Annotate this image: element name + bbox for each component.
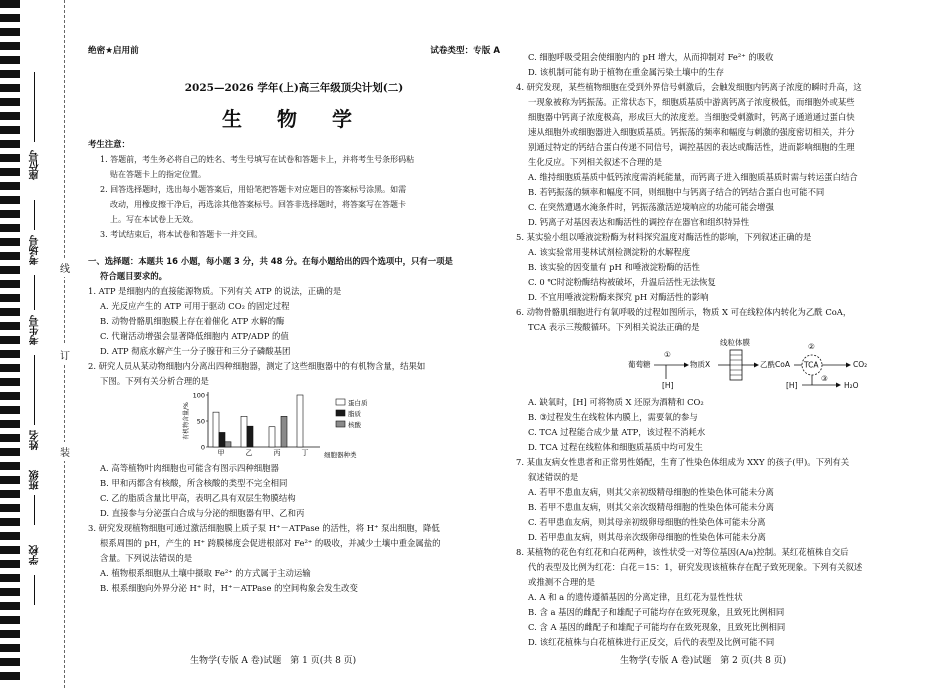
binding-stripe: [0, 448, 20, 456]
option-a: A. 维持细胞质基质中低钙浓度需消耗能量，而钙离子进入细胞质基质时需与转运蛋白结合: [528, 172, 858, 182]
cut-mark-pack: 装: [60, 442, 70, 461]
question-stem: 2. 研究人员从某动物细胞内分离出四种细胞器，测定了这些细胞器中的有机物含量，结果如: [88, 361, 426, 371]
binding-stripe: [0, 280, 20, 288]
question-stem: 生化反应。下列相关叙述不合理的是: [528, 157, 662, 167]
bar-nucleic: [225, 442, 231, 447]
question-stem: 5. 某实验小组以唾液淀粉酶为材料探究温度对酶活性的影响，下列叙述正确的是: [516, 232, 812, 242]
exam-no-line: [34, 275, 35, 310]
question-stem: 细胞器中钙离子浓度极高，形成巨大的浓度差。当细胞受刺激时，钙离子通道通过蛋白快: [528, 112, 855, 122]
binding-stripe: [0, 140, 20, 148]
option-c: C. 若甲患血友病，则其母亲初级卵母细胞的性染色体可能未分离: [528, 517, 766, 527]
option-d: D. 直接参与分泌蛋白合成与分泌的细胞器有甲、乙和丙: [100, 508, 305, 518]
mito-label: 线粒体膜: [720, 338, 750, 347]
option-b: B. 该实验的因变量有 pH 和唾液淀粉酶的活性: [528, 262, 700, 272]
paper-type-label: 试卷类型：专版 A: [430, 46, 500, 56]
option-b: B. 甲和丙都含有核酸，所含核酸的类型不完全相同: [100, 478, 288, 488]
legend-swatch: [336, 410, 345, 416]
binding-stripe: [0, 126, 20, 134]
y-tick-label: 50: [196, 417, 205, 426]
question-stem: TCA 表示三羧酸循环。下列相关说法正确的是: [528, 322, 700, 332]
binding-stripe: [0, 406, 20, 414]
organelle-chart-svg: [178, 389, 408, 461]
option-b: B. ③过程发生在线粒体内膜上，需要氧的参与: [528, 412, 698, 422]
bar-protein: [213, 412, 219, 447]
question-stem: 速从细胞外或细胞器进入细胞质基质。钙振荡的频率和幅度与刺激的强度密切相关，并分: [528, 127, 855, 137]
option-d: D. 钙离子对基因表达和酶活性的调控存在器官和组织特异性: [528, 217, 750, 227]
exam-room-line: [34, 200, 35, 230]
option-b: B. 若甲不患血友病，则其父亲次级精母细胞的性染色体可能未分离: [528, 502, 774, 512]
notice-line: 2. 回答选择题时，选出每小题答案后，用铅笔把答题卡对应题目的答案标号涂黑。如需: [100, 185, 407, 194]
option-a: A. 光反应产生的 ATP 可用于驱动 CO₂ 的固定过程: [100, 301, 290, 311]
binding-stripe: [0, 28, 20, 36]
option-a: A. 若甲不患血友病，则其父亲初级精母细胞的性染色体可能未分离: [528, 487, 774, 497]
school-line: [34, 575, 35, 605]
question-8: [516, 545, 926, 650]
option-c: C. 乙的脂质含量比甲高，表明乙具有双层生物膜结构: [100, 493, 296, 503]
acetyl-label: 乙酰CoA: [760, 360, 790, 369]
binding-stripe: [0, 588, 20, 596]
binding-stripe: [0, 70, 20, 78]
question-4: [516, 80, 926, 230]
question-stem: 别通过特定的钙结合蛋白传递不同信号，调控基因的表达或酶活性，进而影响细胞的生理: [528, 142, 855, 152]
binding-stripe: [0, 0, 20, 8]
option-b: B. 动物骨骼肌细胞膜上存在着催化 ATP 水解的酶: [100, 316, 285, 326]
option-a: A. 缺氧时，[H] 可将物质 X 还原为酒精和 CO₂: [528, 397, 704, 407]
y-axis-label: 有机物含量/%: [183, 402, 190, 440]
x-tick-label: 乙: [245, 449, 253, 457]
section-line: 符合题目要求的。: [100, 271, 167, 281]
option-b: B. 含 a 基因的雌配子和雄配子可能均存在致死现象，且致死比例相同: [528, 607, 785, 617]
tca-label: TCA: [804, 360, 819, 370]
x-tick-label: 丙: [273, 449, 281, 457]
question-1: [88, 284, 500, 359]
binding-stripe: [0, 196, 20, 204]
respiration-diagram: [516, 335, 926, 395]
option-c: C. 0 ℃时淀粉酶结构被破坏，升温后活性无法恢复: [528, 277, 716, 287]
binding-stripe: [0, 504, 20, 512]
option-a: A. 高等植物叶肉细胞也可能含有图示四种细胞器: [100, 463, 279, 473]
exam-room-label: 考场号: [30, 235, 41, 265]
cut-mark-line: 线: [60, 258, 70, 277]
binding-stripe: [0, 672, 20, 680]
page-1-column: [88, 44, 500, 596]
binding-stripe: [0, 378, 20, 386]
question-stem: 6. 动物骨骼肌细胞进行有氧呼吸的过程如图所示，物质 X 可在线粒体内转化为乙酰 CoA，: [516, 307, 852, 317]
secret-label: 绝密★启用前: [88, 46, 139, 56]
step-3-label: ③: [821, 374, 828, 383]
binding-stripe: [0, 420, 20, 428]
binding-stripes: [0, 0, 20, 688]
binding-stripe: [0, 630, 20, 638]
option-b: B. 根系细胞向外界分泌 H⁺ 时，H⁺－ATPase 的空间构象会发生改变: [100, 583, 358, 593]
bar-protein: [269, 427, 275, 447]
arrow-head: [754, 363, 759, 368]
question-7: [516, 455, 926, 545]
option-d: D. 该红花植株与白花植株进行正反交，后代的表型及比例可能不同: [528, 637, 775, 647]
binding-stripe: [0, 560, 20, 568]
arrow-head: [836, 383, 841, 388]
question-stem: 1. ATP 是细胞内的直接能源物质。下列有关 ATP 的说法，正确的是: [88, 286, 342, 296]
binding-stripe: [0, 154, 20, 162]
question-stem: 或推测不合理的是: [528, 577, 595, 587]
binding-strip: [0, 0, 80, 688]
glucose-label: 葡萄糖: [628, 360, 651, 369]
question-stem: 4. 研究发现，某些植物细胞在受到外界信号刺激后，会触发细胞内钙离子浓度的瞬时升高，这: [516, 82, 862, 92]
legend-label: 蛋白质: [348, 399, 368, 407]
option-d: D. TCA 过程在线粒体和细胞质基质中均可发生: [528, 442, 703, 452]
bar-lipid: [247, 426, 253, 447]
binding-stripe: [0, 252, 20, 260]
binding-stripe: [0, 518, 20, 526]
school-label: 学校: [30, 545, 41, 565]
x-tick-label: 甲: [217, 449, 225, 457]
bar-nucleic: [281, 416, 287, 447]
binding-stripe: [0, 56, 20, 64]
option-b: B. 若钙振荡的频率和幅度不同，则细胞中与钙离子结合的钙结合蛋白也可能不同: [528, 187, 825, 197]
option-a: A. 该实验常用斐林试剂检测淀粉的水解程度: [528, 247, 691, 257]
seat-line: [34, 72, 35, 142]
notice-line: 1. 答题前，考生务必将自己的姓名、考生号填写在试卷和答题卡上，并将考生号条形码粘: [100, 155, 415, 164]
question-stem: 代的表型及比例为红花：白花＝15：1，研究发现该植株存在配子致死现象。下列有关叙述: [528, 562, 863, 572]
binding-stripe: [0, 350, 20, 358]
notice-list: [88, 152, 500, 242]
class-line: [34, 495, 35, 525]
binding-stripe: [0, 238, 20, 246]
h-label-1: [H]: [662, 381, 674, 390]
page-2-column: [516, 50, 926, 650]
binding-stripe: [0, 574, 20, 582]
binding-stripe: [0, 490, 20, 498]
arrow-head: [846, 363, 851, 368]
cut-line: [64, 0, 65, 688]
class-label: 班级: [30, 470, 41, 490]
binding-stripe: [0, 266, 20, 274]
bar-protein: [297, 395, 303, 447]
co2-label: CO₂: [853, 360, 868, 369]
y-tick-label: 0: [200, 443, 205, 452]
y-tick-label: 100: [192, 391, 205, 400]
notice-heading: 考生注意：: [88, 139, 130, 149]
binding-stripe: [0, 364, 20, 372]
notice-line: 3. 考试结束后，将本试卷和答题卡一并交回。: [100, 230, 263, 239]
option-d: D. 若甲患血友病，则其母亲次级卵母细胞的性染色体可能未分离: [528, 532, 766, 542]
question-stem: 含量。下列说法错误的是: [100, 553, 193, 563]
binding-stripe: [0, 294, 20, 302]
step-1-label: ①: [664, 350, 671, 359]
exam-title: 2025—2026 学年(上)高三年级顶尖计划(二): [184, 82, 404, 94]
binding-stripe: [0, 308, 20, 316]
bar-lipid: [219, 432, 225, 447]
option-a: A. A 和 a 的遗传遵循基因的分离定律，且红花为显性性状: [528, 592, 743, 602]
question-2: [88, 359, 500, 521]
question-stem: 根系周围的 pH，产生的 H⁺ 跨膜梯度会促进根部对 Fe²⁺ 的吸收，并减少土壤中重金属盐的: [100, 538, 441, 548]
bar-protein: [241, 416, 247, 447]
option-a: A. 植物根系细胞从土壤中摄取 Fe²⁺ 的方式属于主动运输: [100, 568, 311, 578]
name-label: 姓名: [30, 430, 41, 450]
binding-stripe: [0, 42, 20, 50]
binding-stripe: [0, 476, 20, 484]
page-header: [88, 44, 500, 59]
option-c: C. 在突然遭遇水淹条件时，钙振荡激活逆境响应的功能可能会增强: [528, 202, 774, 212]
option-d: D. ATP 彻底水解产生一分子腺苷和三分子磷酸基团: [100, 346, 291, 356]
binding-stripe: [0, 224, 20, 232]
binding-stripe: [0, 84, 20, 92]
binding-stripe: [0, 644, 20, 652]
binding-stripe: [0, 182, 20, 190]
binding-stripe: [0, 434, 20, 442]
question-stem: 7. 某血友病女性患者和正常男性婚配，生育了性染色体组成为 XXY 的孩子(甲)。下列有关: [516, 457, 850, 467]
arrow-head: [684, 363, 689, 368]
binding-stripe: [0, 14, 20, 22]
binding-stripe: [0, 210, 20, 218]
exam-no-label: 考生号: [30, 315, 41, 345]
page-1-footer: 生物学(专版 A 卷)试题 第 1 页(共 8 页): [190, 656, 357, 666]
binding-stripe: [0, 322, 20, 330]
binding-stripe: [0, 546, 20, 554]
option-c: C. TCA 过程能合成少量 ATP，该过程不消耗水: [528, 427, 706, 437]
question-stem: 3. 研究发现植物细胞可通过激活细胞膜上质子泵 H⁺－ATPase 的活性，将 H⁺ 泵出细胞，降低: [88, 523, 440, 533]
binding-stripe: [0, 602, 20, 610]
binding-stripe: [0, 168, 20, 176]
page-2-footer: 生物学(专版 A 卷)试题 第 2 页(共 8 页): [620, 656, 787, 666]
option-c: C. 细胞呼吸受阻会使细胞内的 pH 增大，从而抑制对 Fe²⁺ 的吸收: [528, 52, 774, 62]
question-3: [88, 521, 500, 596]
option-d: D. 不宜用唾液淀粉酶来探究 pH 对酶活性的影响: [528, 292, 709, 302]
binding-stripe: [0, 462, 20, 470]
section-heading: [88, 254, 500, 284]
x-label: 物质X: [690, 360, 711, 369]
question-6: [516, 305, 926, 455]
legend-swatch: [336, 421, 345, 427]
legend-swatch: [336, 399, 345, 405]
notice-line: 上。写在本试卷上无效。: [110, 215, 198, 224]
h2o-label: H₂O: [844, 381, 859, 390]
name-line: [34, 355, 35, 425]
legend-label: 脂质: [348, 410, 361, 418]
respiration-diagram-svg: [516, 335, 926, 395]
binding-stripe: [0, 616, 20, 624]
question-stem: 叙述错误的是: [528, 472, 579, 482]
h-label-2: [H]: [786, 381, 798, 390]
binding-stripe: [0, 336, 20, 344]
subject-title: 生 物 学: [222, 107, 366, 131]
notice-line: 贴在答题卡上的指定位置。: [110, 170, 206, 179]
question-stem: 下图。下列有关分析合理的是: [100, 376, 209, 386]
section-line: 一、选择题：本题共 16 小题，每小题 3 分，共 48 分。在每小题给出的四个选项中，只有一项是: [88, 256, 453, 266]
binding-stripe: [0, 392, 20, 400]
cut-mark-bind: 订: [60, 345, 70, 364]
organelle-chart: [178, 389, 500, 461]
notice-line: 改动，用橡皮擦干净后，再选涂其他答案标号。回答非选择题时，将答案写在答题卡: [110, 200, 406, 209]
question-stem: 一现象被称为钙振荡。正常状态下，细胞质基质中游离钙离子浓度极低，而细胞外或某些: [528, 97, 855, 107]
legend-label: 核酸: [348, 421, 361, 429]
binding-stripe: [0, 98, 20, 106]
binding-stripe: [0, 658, 20, 666]
binding-stripe: [0, 112, 20, 120]
option-c: C. 代谢活动增强会显著降低细胞内 ATP/ADP 的值: [100, 331, 289, 341]
option-c: C. 含 A 基因的雌配子和雄配子可能均存在致死现象，且致死比例相同: [528, 622, 786, 632]
binding-stripe: [0, 532, 20, 540]
x-axis-label: 细胞器种类: [324, 451, 357, 459]
option-d: D. 该机制可能有助于植物在重金属污染土壤中的生存: [528, 67, 724, 77]
seat-label: 座位号: [30, 150, 41, 180]
question-stem: 8. 某植物的花色有红花和白花两种，该性状受一对等位基因(A/a)控制。某红花植株自交后: [516, 547, 849, 557]
question-5: [516, 230, 926, 305]
x-tick-label: 丁: [301, 449, 309, 457]
step-2-label: ②: [808, 342, 815, 351]
